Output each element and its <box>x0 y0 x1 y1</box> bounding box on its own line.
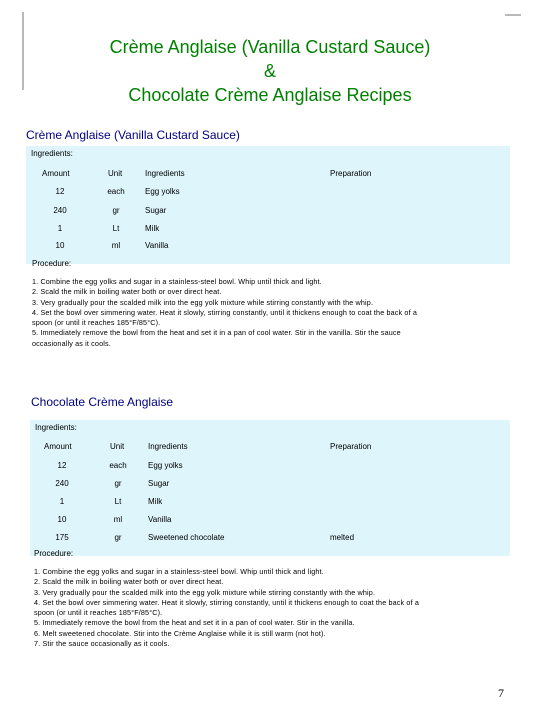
recipe1-col-preparation: Preparation <box>330 169 372 178</box>
recipe1-procedure-label: Procedure: <box>32 259 72 268</box>
title-line-2: & <box>263 61 276 81</box>
recipe2-row5-ingredient: Sweetened chocolate <box>148 533 225 542</box>
recipe2-step-line: 4. Set the bowl over simmering water. Heat it slowly, stirring constantly, until it thickens enough to coat the back of a <box>34 597 420 607</box>
title-line-1: Crème Anglaise (Vanilla Custard Sauce) <box>109 37 431 57</box>
recipe1-row3-unit: Lt <box>112 224 120 233</box>
recipe2-row2-amount: 240 <box>55 479 69 488</box>
recipe2-step-line: 1. Combine the egg yolks and sugar in a stainless-steel bowl. Whip until thick and light. <box>34 567 324 576</box>
recipe2-col-ingredients: Ingredients <box>148 442 188 451</box>
recipe2-col-amount: Amount <box>44 442 72 451</box>
page-number: 7 <box>498 686 504 700</box>
recipe1-row1-ingredient: Egg yolks <box>145 187 180 196</box>
recipe2-heading: Chocolate Crème Anglaise <box>31 395 174 409</box>
recipe1-step-line: 5. Immediately remove the bowl from the heat and set it in a pan of cool water. Stir in the vanilla. Stir the sauce <box>32 328 401 338</box>
recipe2-col-unit: Unit <box>110 442 125 451</box>
recipe1-row4-ingredient: Vanilla <box>145 241 169 250</box>
recipe1-col-amount: Amount <box>42 169 70 178</box>
recipe1-row3-ingredient: Milk <box>145 224 160 233</box>
recipe2-row2-unit: gr <box>114 479 122 488</box>
corner-mark-horizontal <box>505 14 521 16</box>
recipe2-step-line: 2. Scald the milk in boiling water both or over direct heat. <box>34 577 224 587</box>
recipe2-step-line: 6. Melt sweetened chocolate. Stir into the Crème Anglaise while it is still warm (not hot). <box>34 628 326 638</box>
recipe2-row4-amount: 10 <box>57 515 67 524</box>
recipe1-procedure <box>32 277 502 349</box>
recipe2-row5-amount: 175 <box>55 533 69 542</box>
recipe1-row2-ingredient: Sugar <box>145 206 167 215</box>
recipe2-col-preparation: Preparation <box>330 442 372 451</box>
recipe2-ingredients-label: Ingredients: <box>35 423 77 432</box>
recipe1-row1-unit: each <box>107 187 125 196</box>
recipe2-procedure <box>34 567 504 649</box>
recipe2-row3-ingredient: Milk <box>148 497 163 506</box>
recipe2-row1-unit: each <box>109 461 127 470</box>
recipe1-step-line: 1. Combine the egg yolks and sugar in a stainless-steel bowl. Whip until thick and light. <box>32 277 322 286</box>
recipe1-ingredients-label: Ingredients: <box>31 149 73 158</box>
recipe1-col-unit: Unit <box>108 169 123 178</box>
recipe1-row4-unit: ml <box>111 241 121 250</box>
recipe2-row4-ingredient: Vanilla <box>148 515 172 524</box>
recipe1-step-line: spoon (or until it reaches 185°F/85°C). <box>32 318 161 328</box>
recipe2-step-line: 7. Stir the sauce occasionally as it cools. <box>34 639 170 649</box>
recipe1-heading: Crème Anglaise (Vanilla Custard Sauce) <box>26 128 240 142</box>
recipe2-row5-unit: gr <box>114 533 122 542</box>
recipe2-row1-amount: 12 <box>57 461 67 470</box>
recipe1-row3-amount: 1 <box>57 224 63 233</box>
recipe2-procedure-label: Procedure: <box>34 549 74 558</box>
recipe2-step-line: spoon (or until it reaches 185°F/85°C). <box>34 608 163 618</box>
title-line-3: Chocolate Crème Anglaise Recipes <box>128 85 412 105</box>
recipe1-col-ingredients: Ingredients <box>145 169 185 178</box>
recipe2-step-line: 3. Very gradually pour the scalded milk into the egg yolk mixture while stirring constantly with the whip. <box>34 587 376 597</box>
recipe2-row3-amount: 1 <box>59 497 65 506</box>
recipe1-step-line: occasionally as it cools. <box>32 338 111 348</box>
recipe1-step-line: 2. Scald the milk in boiling water both or over direct heat. <box>32 287 222 297</box>
recipe2-step-line: 5. Immediately remove the bowl from the heat and set it in a pan of cool water. Stir in the vanilla. <box>34 618 355 628</box>
recipe1-step-line: 4. Set the bowl over simmering water. Heat it slowly, stirring constantly, until it thickens enough to coat the back of a <box>32 307 418 317</box>
recipe1-row2-amount: 240 <box>53 206 67 215</box>
recipe2-row2-ingredient: Sugar <box>148 479 170 488</box>
recipe2-row1-ingredient: Egg yolks <box>148 461 183 470</box>
recipe1-step-line: 3. Very gradually pour the scalded milk into the egg yolk mixture while stirring constantly with the whip. <box>32 297 374 307</box>
recipe1-row2-unit: gr <box>112 206 120 215</box>
recipe2-row3-unit: Lt <box>114 497 122 506</box>
page-title <box>0 35 540 107</box>
recipe1-row4-amount: 10 <box>55 241 65 250</box>
recipe2-row5-preparation: melted <box>330 533 355 542</box>
recipe1-row1-amount: 12 <box>55 187 65 196</box>
recipe2-row4-unit: ml <box>113 515 123 524</box>
